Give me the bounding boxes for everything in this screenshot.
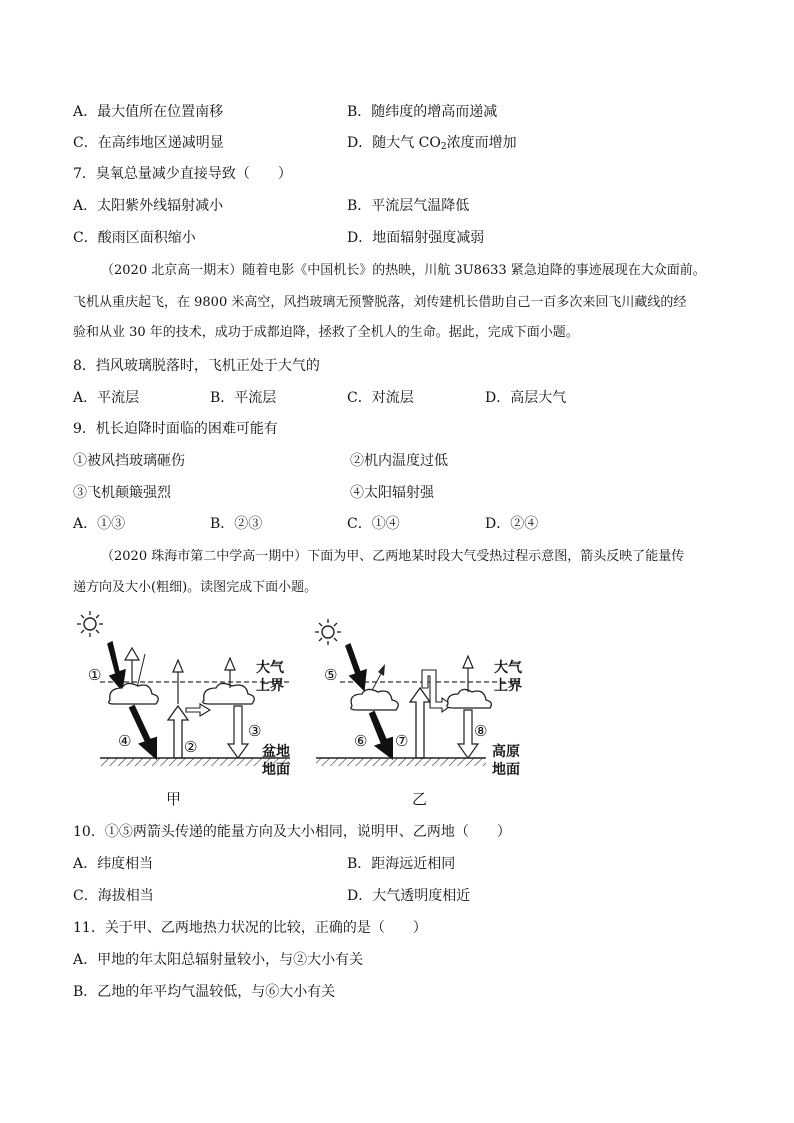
left-ground-label-2: 地面: [262, 762, 290, 778]
arrow-3: [228, 706, 248, 758]
arrow-4: [130, 706, 156, 758]
q10-option-d: D．大气透明度相近: [347, 888, 471, 904]
cloud-left-1: [109, 683, 159, 704]
q7-option-a: A．太阳紫外线辐射减小: [73, 198, 224, 214]
passage1-line2: 飞机从重庆起飞，在 9800 米高空，风挡玻璃无预警脱落，刘传建机长借助自己一百多次来回飞川藏线的经: [73, 295, 687, 310]
label-n6: ⑥: [354, 732, 368, 750]
label-n4: ④: [118, 732, 132, 750]
cloud-right-2: [447, 689, 491, 708]
q6-option-b: B．随纬度的增高而递减: [347, 104, 498, 120]
arrow-7: [410, 688, 430, 758]
q9-option-b: B．②③: [210, 516, 263, 532]
q10-option-a: A．纬度相当: [73, 856, 154, 872]
label-n1: ①: [88, 666, 102, 684]
q10-stem: 10．①⑤两箭头传递的能量方向及大小相同，说明甲、乙两地（ ）: [73, 824, 511, 840]
label-n8: ⑧: [474, 722, 488, 740]
q6-option-a: A．最大值所在位置南移: [73, 104, 224, 120]
passage1-line3: 验和从业 30 年的技术，成功于成都迫降，拯救了全机人的生命。据此，完成下面小题。: [73, 325, 579, 340]
right-top-label-2: 上界: [494, 678, 522, 694]
q9-option-d: D．②④: [485, 516, 539, 532]
q6-option-c: C．在高纬地区递减明显: [73, 135, 224, 151]
q8-option-a: A．平流层: [73, 390, 140, 406]
right-ground-label-2: 地面: [492, 762, 520, 778]
q8-stem: 8．挡风玻璃脱落时，飞机正处于大气的: [73, 358, 320, 374]
left-top-label-2: 上界: [256, 678, 284, 694]
passage1-line1: （2020 北京高一期末）随着电影《中国机长》的热映，川航 3U8633 紧急迫降的事迹展现在大众面前。: [101, 263, 706, 278]
q11-option-b: B．乙地的年平均气温较低，与⑥大小有关: [73, 984, 336, 1000]
right-top-label-1: 大气: [494, 660, 522, 676]
q8-option-d: D．高层大气: [485, 390, 567, 406]
sun-icon: [77, 611, 103, 637]
q11-option-a: A．甲地的年太阳总辐射量较小，与②大小有关: [73, 952, 364, 968]
q11-stem: 11．关于甲、乙两地热力状况的比较，正确的是（ ）: [73, 920, 427, 936]
q9-item-3: ③飞机颠簸强烈: [73, 485, 171, 501]
arrow-6: [370, 712, 392, 758]
left-panel: [77, 611, 290, 808]
q8-option-c: C．对流层: [347, 390, 414, 406]
q10-option-b: B．距海远近相同: [347, 856, 456, 872]
cloud-left-2: [203, 683, 254, 704]
q9-item-2: ②机内温度过低: [350, 453, 448, 469]
q6-option-d-subscript: 2: [440, 142, 447, 152]
q6-option-d-suffix: 浓度而增加: [446, 135, 517, 151]
q7-option-c: C．酸雨区面积缩小: [73, 230, 196, 246]
label-n2: ②: [184, 738, 198, 756]
q7-option-d: D．地面辐射强度减弱: [347, 230, 485, 246]
q9-option-a: A．①③: [73, 516, 126, 532]
right-panel: [315, 619, 523, 808]
atmosphere-heating-figure: [70, 610, 540, 810]
q9-option-c: C．①④: [347, 516, 400, 532]
left-ground-label-1: 盆地: [262, 744, 290, 760]
q6-option-d: [347, 134, 517, 156]
label-n7: ⑦: [395, 732, 409, 750]
label-n5: ⑤: [324, 666, 338, 684]
q9-stem: 9．机长迫降时面临的困难可能有: [73, 421, 278, 437]
sun-icon: [315, 619, 341, 645]
q9-item-4: ④太阳辐射强: [350, 485, 434, 501]
cloud-right-1: [351, 689, 398, 710]
q7-stem: 7．臭氧总量减少直接导致（ ）: [73, 166, 292, 182]
q10-option-c: C．海拔相当: [73, 888, 154, 904]
left-top-label-1: 大气: [256, 660, 284, 676]
label-n3: ③: [248, 722, 262, 740]
left-caption: 甲: [166, 790, 182, 808]
q8-option-b: B．平流层: [210, 390, 277, 406]
passage2-line1: （2020 珠海市第二中学高一期中）下面为甲、乙两地某时段大气受热过程示意图，箭头反映了能量传: [101, 549, 685, 564]
q6-option-d-prefix: D．随大气 CO: [347, 135, 441, 151]
right-ground-label-1: 高原: [492, 744, 520, 760]
ground-right: [316, 758, 486, 766]
arrow-1: [108, 642, 125, 690]
passage2-line2: 递方向及大小(粗细)。读图完成下面小题。: [73, 580, 318, 595]
q7-option-b: B．平流层气温降低: [347, 198, 470, 214]
arrow-5: [346, 644, 366, 690]
right-caption: 乙: [412, 790, 428, 808]
q9-item-1: ①被风挡玻璃砸伤: [73, 453, 185, 469]
